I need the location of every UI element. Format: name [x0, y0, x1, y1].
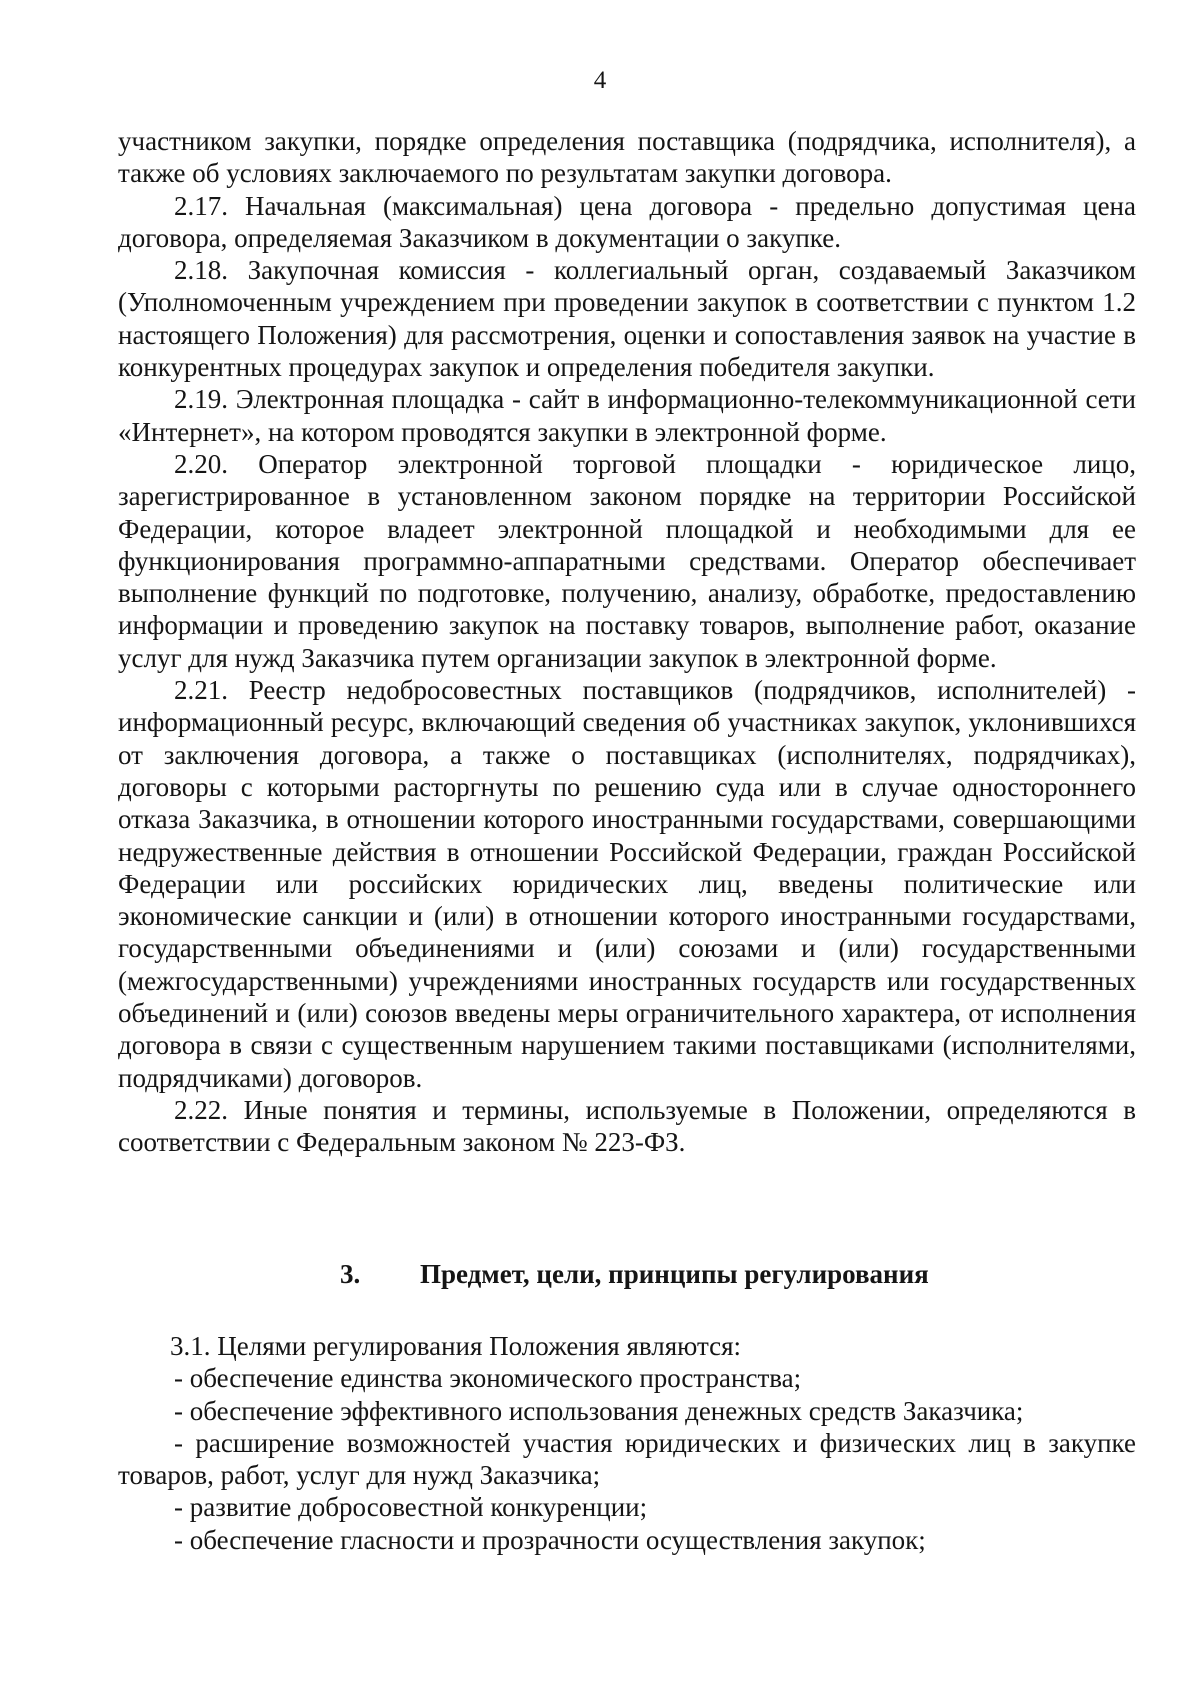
section-number: 3. — [340, 1259, 361, 1289]
paragraph-2-22: 2.22. Иные понятия и термины, используемые в Положении, определяются в соответствии с Федеральным законом № 223-ФЗ. — [118, 1094, 1136, 1158]
page-number: 4 — [593, 67, 607, 94]
paragraph-continuation: участником закупки, порядке определения поставщика (подрядчика, исполнителя), а также об условиях заключаемого по результатам закупки договора. — [118, 126, 1136, 189]
goal-item: - обеспечение единства экономического пространства; — [174, 1363, 802, 1394]
paragraph-2-20: 2.20. Оператор электронной торговой площадки - юридическое лицо, зарегистрированное в установленном законом порядке на территории Российской Федерации, которое владеет электронной площадкой и необходимыми для ее функционирования программно-аппаратными средствами. Оператор обеспечивает выполнение функций по подготовке, получению, анализу, обработке, предоставлению информации и проведению закупок на поставку товаров, выполнение работ, оказание услуг для нужд Заказчика путем организации закупок в электронной форме. — [118, 448, 1136, 673]
paragraph-2-19: 2.19. Электронная площадка - сайт в информационно-телекоммуникационной сети «Интернет», на котором проводятся закупки в электронной форме. — [118, 384, 1136, 447]
goals-intro: 3.1. Целями регулирования Положения являются: — [170, 1331, 741, 1361]
goal-item: - расширение возможностей участия юридических и физических лиц в закупке товаров, работ, услуг для нужд Заказчика; — [118, 1427, 1136, 1491]
section-heading — [340, 1258, 1040, 1290]
goal-item: - обеспечение гласности и прозрачности осуществления закупок; — [174, 1524, 926, 1555]
goals-block — [118, 1330, 1136, 1556]
goal-item: - обеспечение эффективного использования денежных средств Заказчика; — [174, 1395, 1024, 1426]
paragraph-2-18: 2.18. Закупочная комиссия - коллегиальный орган, создаваемый Заказчиком (Уполномоченным учреждением при проведении закупок в соответствии с пунктом 1.2 настоящего Положения) для рассмотрения, оценки и сопоставления заявок на участие в конкурентных процедурах закупок и определения победителя закупки. — [118, 255, 1136, 383]
definitions-body — [118, 125, 1136, 1159]
goal-item: - развитие добросовестной конкуренции; — [174, 1492, 648, 1523]
paragraph-2-21: 2.21. Реестр недобросовестных поставщиков (подрядчиков, исполнителей) - информационный ресурс, включающий сведения об участниках закупок, уклонившихся от заключения договора, а также о поставщиках (исполнителях, подрядчиках), договоры с которыми расторгнуты по решению суда или в случае одностороннего отказа Заказчика, в отношении которого иностранными государствами, совершающими недружественные действия в отношении Российской Федерации, граждан Российской Федерации или российских юридических лиц, введены политические или экономические санкции и (или) в отношении которого иностранными государствами, государственными объединениями и (или) союзами и (или) государственными (межгосударственными) учреждениями иностранных государств или государственных объединений и (или) союзов введены меры ограничительного характера, от исполнения договора в связи с существенным нарушением такими поставщиками (исполнителями, подрядчиками) договоров. — [118, 675, 1136, 1093]
section-title: Предмет, цели, принципы регулирования — [420, 1259, 929, 1289]
paragraph-2-17: 2.17. Начальная (максимальная) цена договора - предельно допустимая цена договора, определяемая Заказчиком в документации о закупке. — [118, 190, 1136, 253]
